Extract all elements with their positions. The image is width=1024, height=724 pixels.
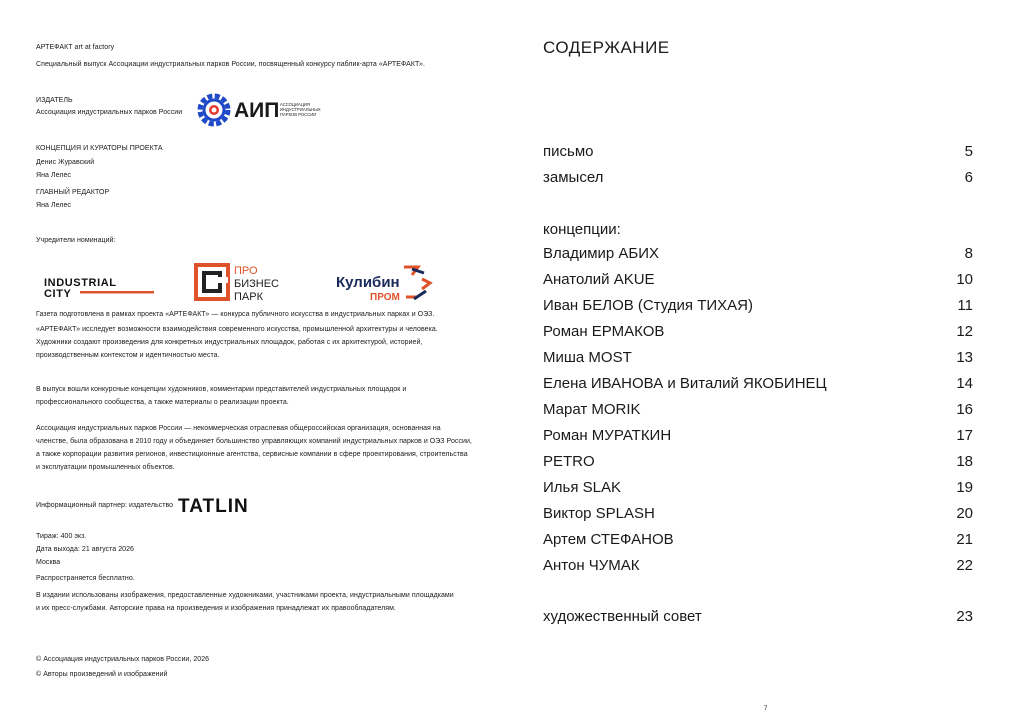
toc-item-label: концепции: bbox=[543, 221, 621, 238]
toc-item bbox=[543, 219, 973, 241]
toc-item bbox=[543, 477, 973, 499]
rights-notice: В издании использованы изображения, предоставленные художниками, участниками проекта, индустриальными площадками и их пресс-службами. Авторские права на произведения и изображения принадлежат их правообладателям. bbox=[36, 592, 454, 612]
toc-item-label: письмо bbox=[543, 143, 594, 160]
publisher-name: Ассоциация индустриальных парков России bbox=[36, 109, 183, 116]
svg-text:Кулибин: Кулибин bbox=[336, 274, 400, 291]
aip-logo bbox=[196, 92, 326, 128]
copyright-association: © Ассоциация индустриальных парков России, 2026 bbox=[36, 656, 210, 663]
toc-item bbox=[543, 167, 973, 189]
editor-name: Яна Лелес bbox=[36, 202, 71, 209]
svg-text:АССОЦИАЦИЯ: АССОЦИАЦИЯ bbox=[280, 102, 310, 107]
toc-title: СОДЕРЖАНИЕ bbox=[543, 38, 670, 57]
svg-text:ПАРКОВ РОССИИ: ПАРКОВ РОССИИ bbox=[280, 112, 317, 117]
svg-text:ИНДУСТРИАЛЬНЫХ: ИНДУСТРИАЛЬНЫХ bbox=[280, 107, 321, 112]
toc-item-label: Анатолий AKUE bbox=[543, 271, 655, 288]
toc-item-page: 8 bbox=[964, 245, 973, 262]
free-distribution: Распространяется бесплатно. bbox=[36, 575, 135, 582]
toc-item-label: Артем СТЕФАНОВ bbox=[543, 531, 674, 548]
toc-item bbox=[543, 399, 973, 421]
svg-text:CITY: CITY bbox=[44, 288, 72, 298]
toc-item-label: Елена ИВАНОВА и Виталий ЯКОБИНЕЦ bbox=[543, 375, 827, 392]
svg-text:TATLIN: TATLIN bbox=[178, 496, 249, 514]
info-partner-label: Информационный партнер: издательство bbox=[36, 502, 174, 509]
toc-item-page: 12 bbox=[956, 323, 973, 340]
toc-item bbox=[543, 529, 973, 551]
svg-text:ПРО: ПРО bbox=[234, 265, 258, 277]
paragraph-issue: В выпуск вошли конкурсные концепции художников, комментарии представителей индустриальных площадок и профессионального сообщества, а также материалы о реализации проекта. bbox=[36, 386, 407, 406]
toc-item-page: 5 bbox=[964, 143, 973, 160]
toc-item bbox=[543, 295, 973, 317]
toc-item-page: 17 bbox=[956, 427, 973, 444]
toc-item bbox=[543, 269, 973, 291]
svg-text:ПАРК: ПАРК bbox=[234, 291, 263, 303]
toc-item bbox=[543, 606, 973, 628]
paragraph-artefact: «АРТЕФАКТ» исследует возможности взаимодействия современного искусства, промышленной архитектуры и человека. Художники создают произведения для конкретных индустриальных площадок, работая с их архитектурой, историей, производственным контекстом и идентичностью места. bbox=[36, 326, 438, 359]
paragraph-intro: Газета подготовлена в рамках проекта «АРТЕФАКТ» — конкурса публичного искусства в индустриальных парках и ОЭЗ. bbox=[36, 311, 435, 318]
svg-text:INDUSTRIAL: INDUSTRIAL bbox=[44, 277, 117, 289]
toc-item bbox=[543, 347, 973, 369]
toc-item bbox=[543, 425, 973, 447]
toc-item-page: 20 bbox=[956, 505, 973, 522]
page-number: 7 bbox=[764, 706, 768, 712]
concept-heading: КОНЦЕПЦИЯ И КУРАТОРЫ ПРОЕКТА bbox=[36, 145, 163, 152]
issue-subtitle: Специальный выпуск Ассоциации индустриальных парков России, посвященный конкурсу паблик-арта «АРТЕФАКТ». bbox=[36, 61, 425, 68]
toc-item bbox=[543, 141, 973, 163]
svg-text:БИЗНЕС: БИЗНЕС bbox=[234, 278, 279, 290]
toc-item-label: PETRO bbox=[543, 453, 595, 470]
copyright-authors: © Авторы произведений и изображений bbox=[36, 671, 168, 678]
kulibin-prom-logo bbox=[334, 263, 434, 303]
editor-heading: ГЛАВНЫЙ РЕДАКТОР bbox=[36, 189, 110, 196]
toc-item bbox=[543, 243, 973, 265]
founders-heading: Учредители номинаций: bbox=[36, 237, 116, 244]
toc-item-page: 16 bbox=[956, 401, 973, 418]
concept-name-1: Денис Журавский bbox=[36, 159, 95, 166]
toc-item-label: Илья SLAK bbox=[543, 479, 621, 496]
industrial-city-logo bbox=[44, 276, 156, 298]
svg-text:ПРОМ: ПРОМ bbox=[370, 292, 400, 303]
toc-item-label: Роман МУРАТКИН bbox=[543, 427, 672, 444]
toc-item bbox=[543, 373, 973, 395]
toc-item-label: Владимир АБИХ bbox=[543, 245, 660, 262]
toc-item-page: 22 bbox=[956, 557, 973, 574]
toc-item-page: 14 bbox=[956, 375, 973, 392]
imprint-run: Тираж: 400 экз. bbox=[36, 533, 87, 540]
aip-logo-text: АИП bbox=[234, 99, 280, 122]
toc-item-label: Роман ЕРМАКОВ bbox=[543, 323, 665, 340]
toc-item-label: Миша MOST bbox=[543, 349, 632, 366]
toc-item-page: 23 bbox=[956, 608, 973, 625]
paragraph-association: Ассоциация индустриальных парков России — некоммерческая отраслевая общероссийская организация, основанная на членстве, была образована в 2010 году и объединяет большинство управляющих компаний индустриальных парков и ОЭЗ России, а также корпорации развития регионов, инвестиционные агентства, сервисные компании в сфере проектирования, строительства и эксплуатации промышленных объектов. bbox=[36, 425, 472, 471]
publisher-heading: ИЗДАТЕЛЬ bbox=[36, 97, 73, 104]
imprint-city: Москва bbox=[36, 559, 61, 566]
toc-item bbox=[543, 503, 973, 525]
tatlin-logo bbox=[178, 496, 270, 514]
toc-item-label: художественный совет bbox=[543, 608, 702, 625]
toc-item-page: 13 bbox=[956, 349, 973, 366]
toc-item-label: Иван БЕЛОВ (Студия ТИХАЯ) bbox=[543, 297, 753, 314]
toc-item-label: замысел bbox=[543, 169, 604, 186]
toc-item bbox=[543, 321, 973, 343]
issue-title: АРТЕФАКТ art at factory bbox=[36, 44, 115, 51]
toc-item-label: Виктор SPLASH bbox=[543, 505, 655, 522]
toc-item-label: Антон ЧУМАК bbox=[543, 557, 640, 574]
toc-item bbox=[543, 555, 973, 577]
concept-name-2: Яна Лелес bbox=[36, 172, 71, 179]
toc-item bbox=[543, 451, 973, 473]
gear-icon bbox=[200, 96, 228, 124]
toc-item-page: 10 bbox=[956, 271, 973, 288]
toc-item-page: 11 bbox=[957, 297, 973, 314]
toc-item-label: Марат MORIK bbox=[543, 401, 641, 418]
imprint-date: Дата выхода: 21 августа 2026 bbox=[36, 546, 134, 553]
toc-item-page: 6 bbox=[964, 169, 973, 186]
toc-item-page: 19 bbox=[956, 479, 973, 496]
toc-item-page: 21 bbox=[956, 531, 973, 548]
toc-item-page: 18 bbox=[956, 453, 973, 470]
pro-biznes-park-logo bbox=[194, 263, 294, 303]
